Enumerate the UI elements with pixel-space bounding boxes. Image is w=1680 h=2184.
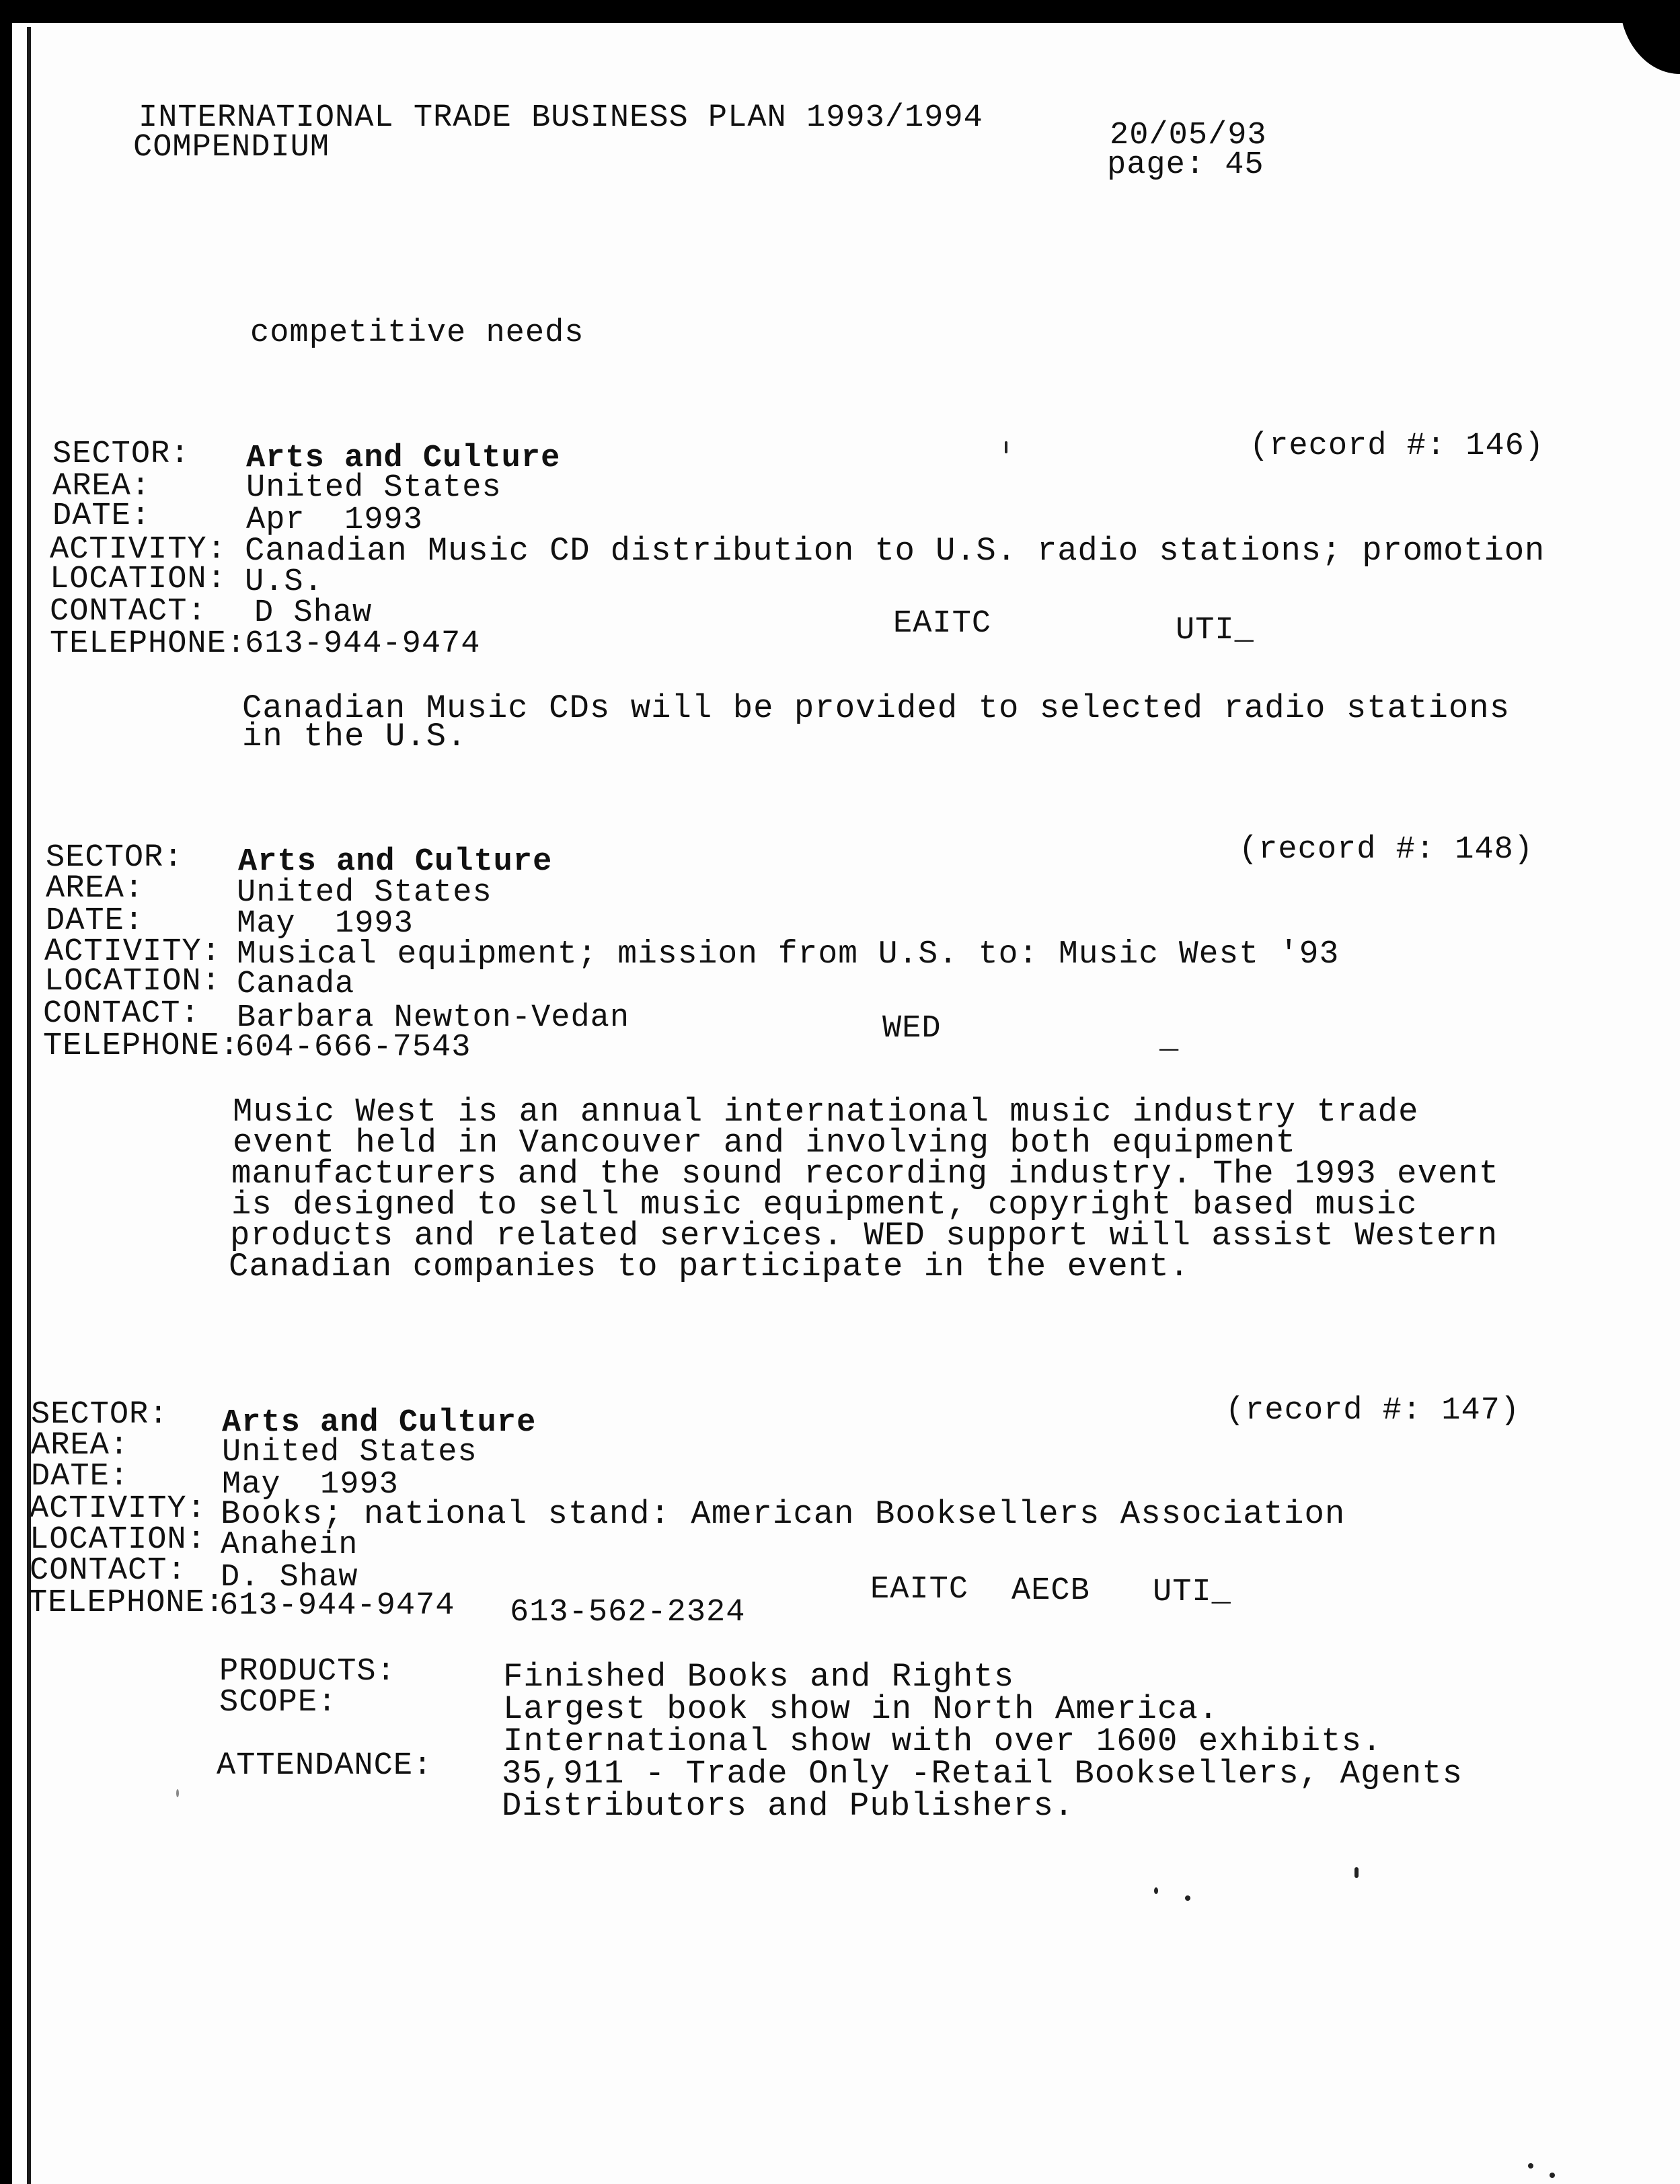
location-label: LOCATION: xyxy=(50,562,227,597)
org-code: UTI_ xyxy=(1176,613,1254,648)
area-value: United States xyxy=(246,470,502,506)
location-value: U.S. xyxy=(245,564,323,600)
products-label: PRODUCTS: xyxy=(219,1654,396,1690)
scan-edge-left xyxy=(0,0,12,2184)
contact-label: CONTACT: xyxy=(50,594,207,630)
record-description: manufacturers and the sound recording industry. The 1993 event xyxy=(231,1155,1500,1193)
activity-value: Canadian Music CD distribution to U.S. radio stations; promotion xyxy=(245,532,1545,570)
telephone-value: 613-944-9474 xyxy=(245,626,481,662)
activity-label: ACTIVITY: xyxy=(50,532,227,568)
org-code: WED xyxy=(882,1011,942,1047)
record-number: (record #: 146) xyxy=(1250,428,1545,464)
continuation-text: competitive needs xyxy=(250,315,584,351)
activity-value: Musical equipment; mission from U.S. to: Music West '93 xyxy=(237,936,1340,973)
date-label: DATE: xyxy=(31,1459,130,1495)
record-description: Music West is an annual international music industry trade xyxy=(233,1093,1419,1131)
area-label: AREA: xyxy=(46,871,145,907)
sector-label: SECTOR: xyxy=(31,1397,169,1433)
page-number: page: 45 xyxy=(1107,147,1264,183)
attendance-value: 35,911 - Trade Only -Retail Booksellers, Agents xyxy=(502,1755,1463,1793)
location-label: LOCATION: xyxy=(30,1522,206,1558)
date-value: May 1993 xyxy=(222,1467,399,1503)
contact-label: CONTACT: xyxy=(43,996,200,1032)
telephone-label: TELEPHONE: xyxy=(28,1585,225,1621)
org-code: UTI_ xyxy=(1153,1575,1231,1610)
attendance-value: Distributors and Publishers. xyxy=(502,1787,1075,1825)
scan-edge-line xyxy=(27,27,31,2184)
activity-label: ACTIVITY: xyxy=(30,1491,206,1527)
date-label: DATE: xyxy=(52,498,151,534)
org-code: _ xyxy=(1159,1022,1180,1057)
scan-speck xyxy=(1185,1895,1190,1901)
area-value: United States xyxy=(222,1435,478,1470)
contact-label: CONTACT: xyxy=(30,1553,187,1589)
activity-value: Books; national stand: American Booksellers Association xyxy=(221,1495,1346,1533)
record-description: products and related services. WED support will assist Western xyxy=(230,1217,1498,1254)
document-subtitle: COMPENDIUM xyxy=(133,130,330,165)
scope-value: International show with over 1600 exhibits. xyxy=(503,1723,1383,1760)
contact-value: D Shaw xyxy=(254,595,373,631)
record-number: (record #: 147) xyxy=(1225,1393,1521,1429)
document-title: INTERNATIONAL TRADE BUSINESS PLAN 1993/1994 xyxy=(139,100,983,136)
area-label: AREA: xyxy=(31,1428,130,1464)
org-code: EAITC xyxy=(893,606,992,642)
scan-speck xyxy=(1528,2163,1533,2169)
scope-label: SCOPE: xyxy=(219,1685,338,1721)
contact-value: D. Shaw xyxy=(221,1560,358,1595)
record-description: Canadian Music CDs will be provided to selected radio stations xyxy=(242,689,1511,727)
document-date: 20/05/93 xyxy=(1110,118,1267,153)
record-description: Canadian companies to participate in the event. xyxy=(229,1248,1190,1285)
sector-value: Arts and Culture xyxy=(238,844,553,880)
telephone-value: 613-944-9474 xyxy=(219,1588,455,1624)
attendance-label: ATTENDANCE: xyxy=(217,1748,433,1784)
scan-speck xyxy=(1550,2173,1555,2178)
location-label: LOCATION: xyxy=(44,964,221,1000)
org-code: AECB xyxy=(1011,1573,1090,1609)
location-value: Canada xyxy=(237,967,355,1002)
record-number: (record #: 148) xyxy=(1239,832,1534,868)
activity-label: ACTIVITY: xyxy=(44,934,221,970)
scan-speck xyxy=(176,1789,179,1797)
record-description: is designed to sell music equipment, copyright based music xyxy=(231,1186,1418,1223)
products-value: Finished Books and Rights xyxy=(503,1658,1015,1696)
telephone-value: 604-666-7543 xyxy=(235,1030,471,1065)
telephone-label: TELEPHONE: xyxy=(43,1028,240,1064)
date-value: May 1993 xyxy=(237,906,414,942)
scan-edge-corner xyxy=(1619,0,1680,74)
telephone-value-secondary: 613-562-2324 xyxy=(510,1595,746,1630)
sector-label: SECTOR: xyxy=(46,840,184,876)
sector-label: SECTOR: xyxy=(52,437,190,472)
record-description: event held in Vancouver and involving both equipment xyxy=(233,1124,1297,1162)
telephone-label: TELEPHONE: xyxy=(50,626,247,662)
sector-value: Arts and Culture xyxy=(246,441,561,476)
record-description: in the U.S. xyxy=(242,718,467,755)
date-value: Apr 1993 xyxy=(246,502,423,538)
scope-value: Largest book show in North America. xyxy=(503,1690,1219,1728)
scan-speck xyxy=(1005,441,1007,453)
area-label: AREA: xyxy=(52,469,151,504)
sector-value: Arts and Culture xyxy=(222,1405,537,1441)
area-value: United States xyxy=(237,875,492,911)
contact-value: Barbara Newton-Vedan xyxy=(237,1000,630,1036)
location-value: Anahein xyxy=(221,1528,358,1563)
scan-speck xyxy=(1354,1867,1359,1878)
scan-edge-top xyxy=(0,0,1680,23)
date-label: DATE: xyxy=(46,903,145,939)
scan-speck xyxy=(1154,1887,1158,1894)
org-code: EAITC xyxy=(870,1572,969,1608)
